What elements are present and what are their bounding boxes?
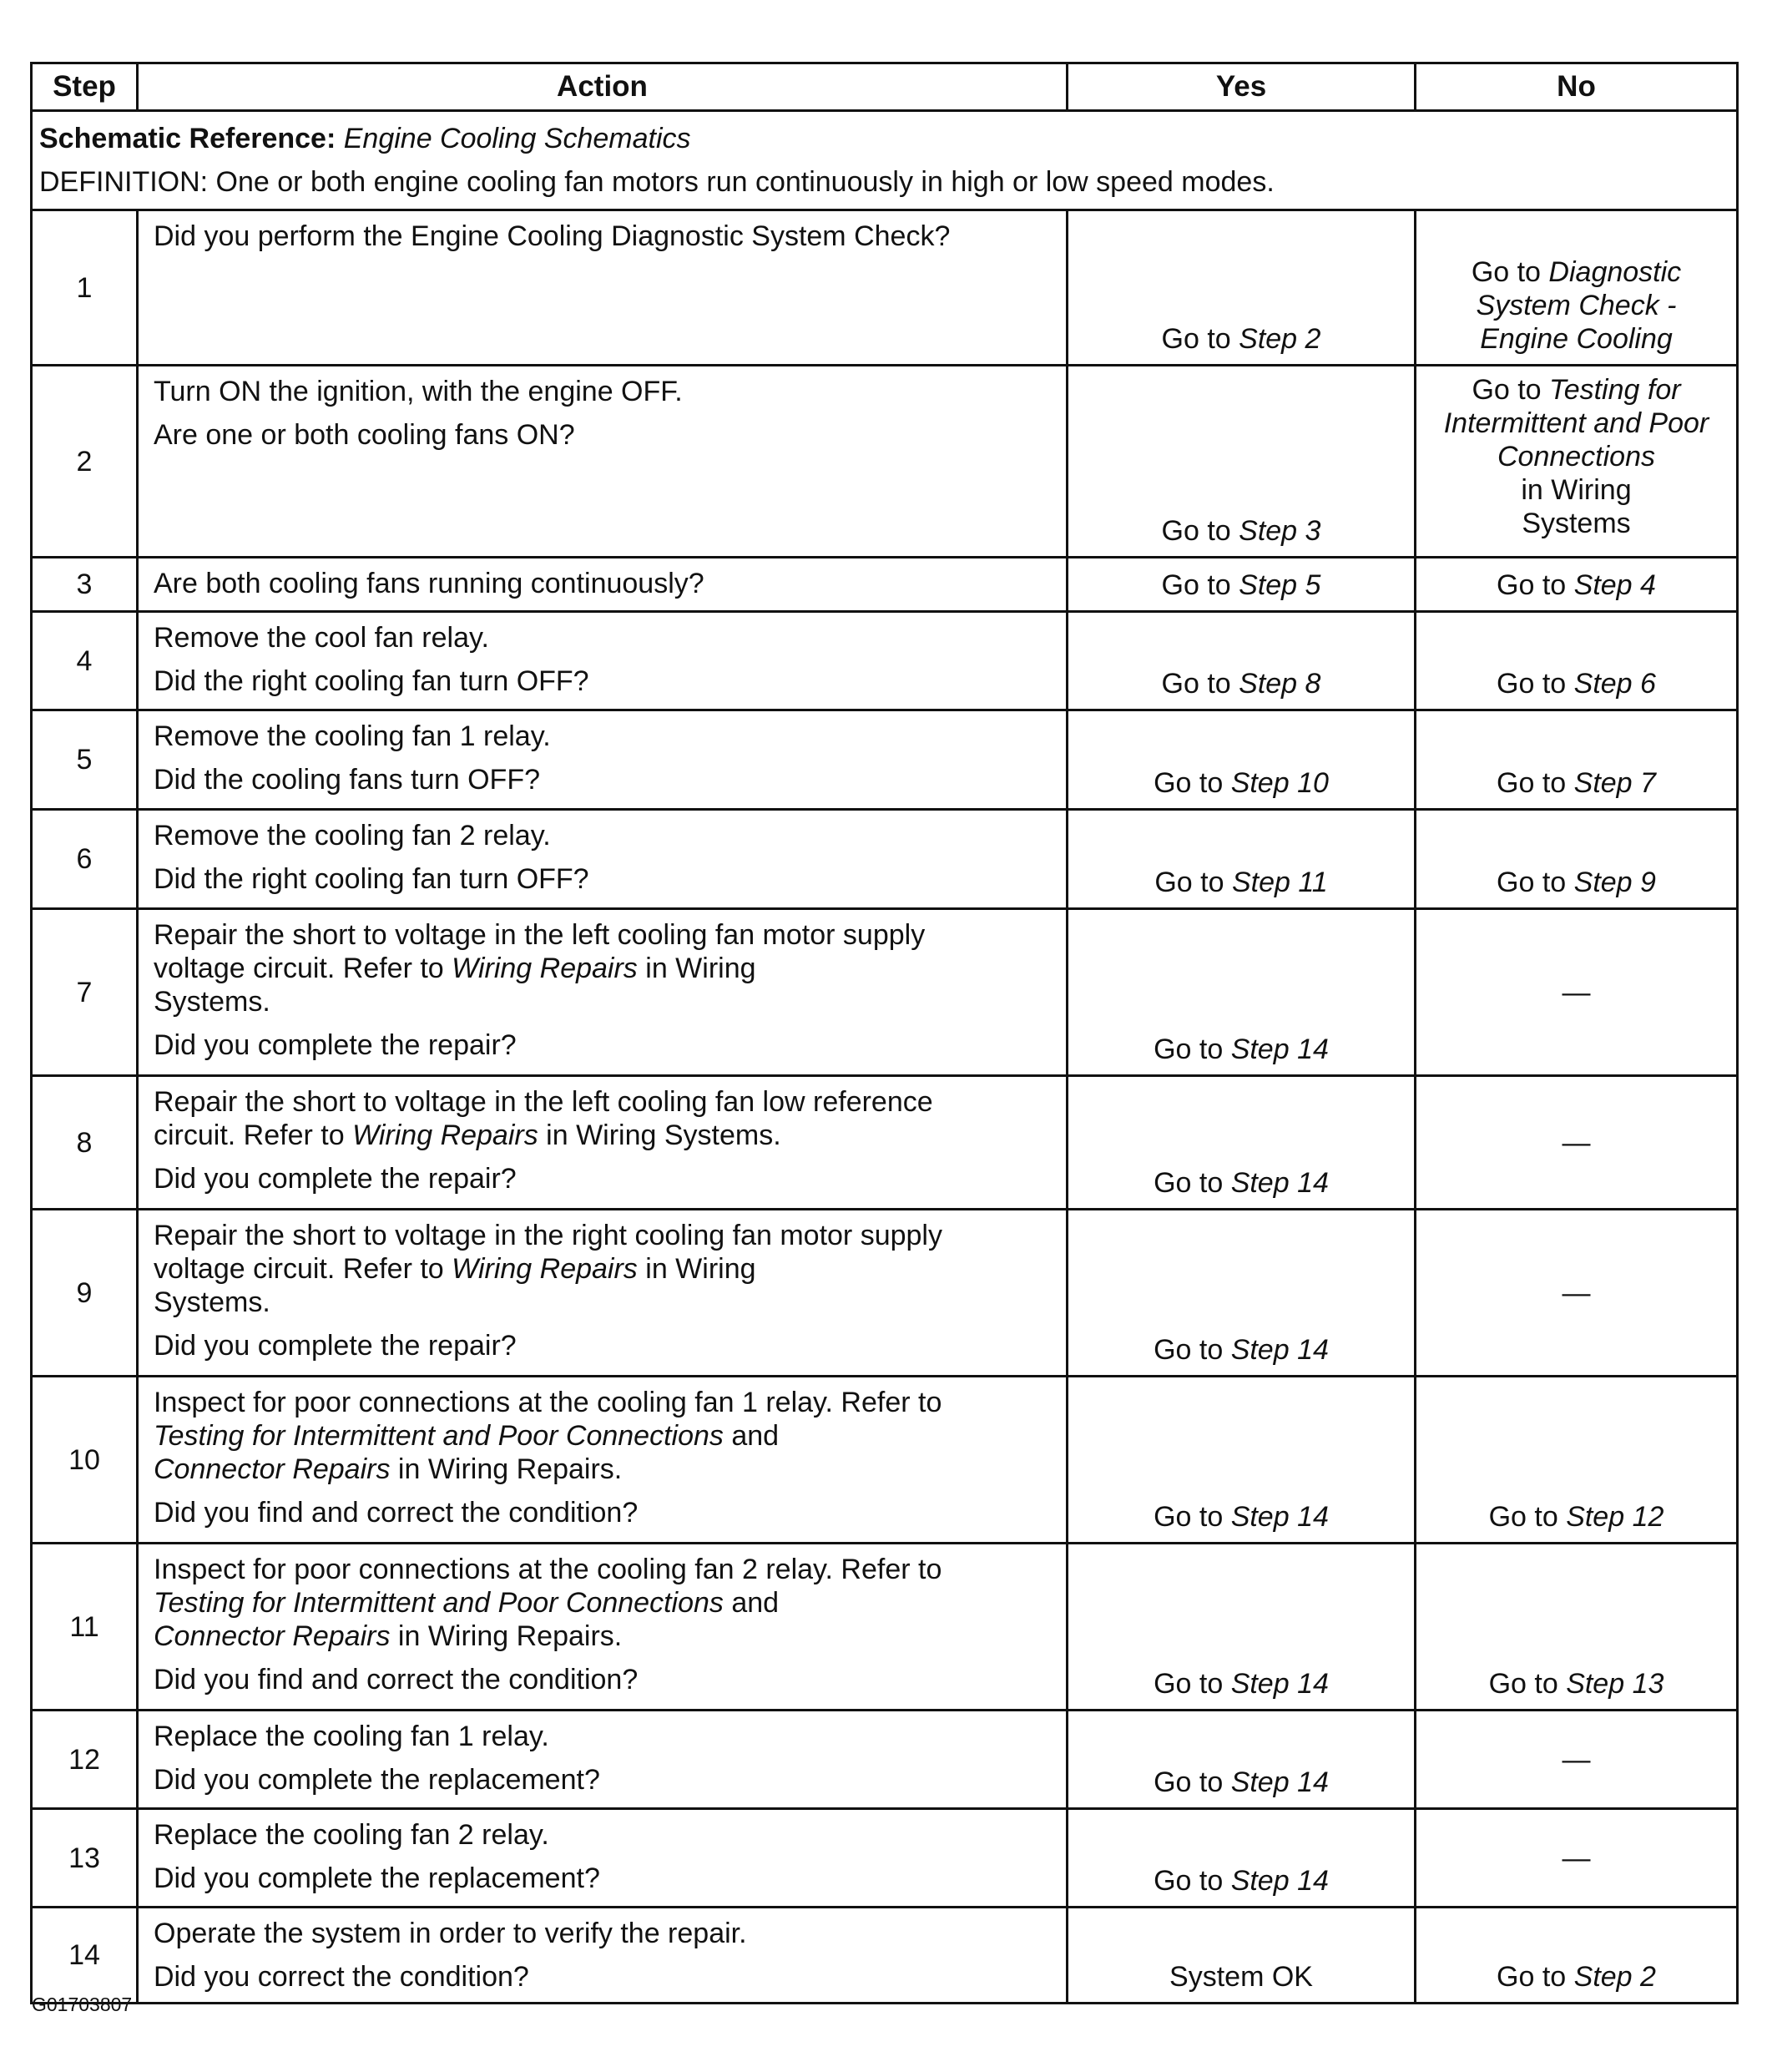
yes-line [1068, 514, 1414, 548]
yes-line [1068, 322, 1414, 356]
no-line [1420, 1126, 1733, 1160]
no-line [1420, 255, 1733, 289]
no-cell [1416, 1544, 1738, 1711]
yes-cell [1068, 909, 1416, 1076]
action-text: and [723, 1587, 780, 1619]
yes-cell [1068, 1377, 1416, 1544]
yes-line [1068, 1333, 1414, 1367]
action-line [154, 1917, 1058, 1950]
action-cell [138, 1809, 1068, 1908]
no-cell [1416, 366, 1738, 558]
action-line [154, 220, 1058, 253]
action-text: Did you complete the replacement? [154, 1764, 600, 1796]
step-number: 13 [32, 1809, 138, 1908]
action-line [154, 1419, 1058, 1453]
no-cell [1416, 810, 1738, 909]
action-line [154, 720, 1058, 753]
action-line [154, 1496, 1058, 1529]
action-line [154, 952, 1058, 985]
action-line [154, 375, 1058, 408]
step-number: 11 [32, 1544, 138, 1711]
yes-cell [1068, 710, 1416, 810]
action-cell [138, 366, 1068, 558]
step-row [32, 1076, 1738, 1210]
action-line [154, 567, 1058, 600]
no-line [1420, 473, 1733, 507]
no-text: Go to [1472, 374, 1550, 406]
action-text: Are both cooling fans running continuously? [154, 568, 704, 599]
action-line [154, 819, 1058, 852]
yes-cell [1068, 1908, 1416, 2004]
no-text: — [1562, 1743, 1591, 1776]
figure-id: G01703807 [32, 1994, 133, 2015]
yes-text: Step 14 [1230, 1033, 1329, 1065]
action-text: Testing for Intermittent and Poor Connections [154, 1420, 724, 1452]
no-cell [1416, 909, 1738, 1076]
yes-text: Go to [1154, 1033, 1231, 1065]
action-line [154, 621, 1058, 654]
yes-line [1068, 1500, 1414, 1534]
yes-text: Go to [1154, 1501, 1231, 1533]
no-cell [1416, 1076, 1738, 1210]
yes-text: Step 2 [1239, 323, 1321, 355]
no-line [1420, 667, 1733, 700]
step-row [32, 1210, 1738, 1377]
yes-cell [1068, 1210, 1416, 1377]
step-number: 12 [32, 1711, 138, 1809]
action-line [154, 1329, 1058, 1362]
no-text: Go to [1497, 767, 1574, 799]
schematic-cell [32, 111, 1738, 210]
action-cell [138, 1076, 1068, 1210]
yes-cell [1068, 1544, 1416, 1711]
yes-line [1068, 766, 1414, 800]
yes-text: Go to [1161, 515, 1239, 547]
no-text: — [1562, 1842, 1591, 1874]
step-number: 8 [32, 1076, 138, 1210]
action-cell [138, 810, 1068, 909]
action-cell [138, 558, 1068, 612]
yes-line [1068, 1766, 1414, 1799]
no-cell [1416, 1711, 1738, 1809]
action-text: in Wiring Systems. [538, 1119, 781, 1151]
no-line [1420, 766, 1733, 800]
no-text: Go to [1497, 1961, 1574, 1993]
definition-text: DEFINITION: One or both engine cooling fan motors run continuously in high or low speed modes. [39, 166, 1275, 198]
yes-line [1068, 569, 1414, 602]
header-no: No [1416, 63, 1738, 111]
action-text: and [723, 1420, 780, 1452]
action-cell [138, 612, 1068, 710]
action-text: Remove the cool fan relay. [154, 622, 489, 654]
yes-text: Go to [1161, 668, 1239, 700]
yes-line [1068, 1960, 1414, 1994]
no-text: Go to [1488, 1668, 1567, 1700]
action-text: in Wiring [637, 1253, 756, 1285]
action-text: in Wiring [637, 953, 756, 984]
no-line [1420, 976, 1733, 1009]
schematic-row [32, 111, 1738, 210]
no-text: Step 12 [1566, 1501, 1664, 1533]
action-line [154, 985, 1058, 1018]
action-text: voltage circuit. Refer to [154, 1253, 452, 1285]
header-yes: Yes [1068, 63, 1416, 111]
action-line [154, 1085, 1058, 1119]
action-text: Turn ON the ignition, with the engine OFF. [154, 376, 683, 407]
header-action: Action [138, 63, 1068, 111]
yes-line [1068, 866, 1414, 899]
yes-cell [1068, 366, 1416, 558]
action-cell [138, 210, 1068, 366]
action-text: Are one or both cooling fans ON? [154, 419, 575, 451]
no-text: Systems [1522, 508, 1631, 539]
yes-text: Step 14 [1230, 1865, 1329, 1897]
no-line [1420, 1960, 1733, 1994]
no-text: Go to [1497, 569, 1574, 601]
no-text: Go to [1497, 867, 1574, 898]
schematic-value: Engine Cooling Schematics [343, 123, 691, 154]
action-line [154, 665, 1058, 698]
no-line [1420, 1500, 1733, 1534]
no-line [1420, 322, 1733, 356]
no-text: Intermittent and Poor [1443, 407, 1709, 439]
step-number: 2 [32, 366, 138, 558]
yes-text: Go to [1154, 1668, 1231, 1700]
yes-text: Step 5 [1239, 569, 1321, 601]
action-text: Testing for Intermittent and Poor Connections [154, 1587, 724, 1619]
step-row [32, 1544, 1738, 1711]
no-text: Step 2 [1573, 1961, 1656, 1993]
no-cell [1416, 1210, 1738, 1377]
no-cell [1416, 558, 1738, 612]
no-line [1420, 1743, 1733, 1776]
action-text: Repair the short to voltage in the left cooling fan motor supply [154, 919, 926, 951]
action-line [154, 1252, 1058, 1286]
no-line [1420, 289, 1733, 322]
step-number: 4 [32, 612, 138, 710]
no-text: Step 7 [1573, 767, 1656, 799]
action-cell [138, 1544, 1068, 1711]
action-text: Inspect for poor connections at the cooling fan 1 relay. Refer to [154, 1387, 942, 1418]
action-line [154, 1162, 1058, 1195]
yes-text: Go to [1154, 1334, 1231, 1366]
action-line [154, 1586, 1058, 1620]
action-text: Connector Repairs [154, 1453, 391, 1485]
step-row [32, 1908, 1738, 2004]
yes-text: Step 14 [1230, 1334, 1329, 1366]
header-step: Step [32, 63, 138, 111]
action-text: Replace the cooling fan 1 relay. [154, 1721, 549, 1752]
step-row [32, 210, 1738, 366]
step-row [32, 366, 1738, 558]
no-text: Go to [1497, 668, 1574, 700]
no-text: — [1562, 976, 1591, 1008]
yes-text: Go to [1161, 323, 1239, 355]
no-text: System Check - [1476, 290, 1677, 321]
action-text: Repair the short to voltage in the right cooling fan motor supply [154, 1220, 942, 1251]
yes-line [1068, 667, 1414, 700]
action-text: Systems. [154, 986, 270, 1018]
action-text: Repair the short to voltage in the left cooling fan low reference [154, 1086, 933, 1118]
action-text: circuit. Refer to [154, 1119, 353, 1151]
action-cell [138, 710, 1068, 810]
yes-text: Step 3 [1239, 515, 1321, 547]
step-row [32, 1711, 1738, 1809]
action-line [154, 1862, 1058, 1895]
action-text: Operate the system in order to verify the repair. [154, 1918, 747, 1949]
yes-text: Go to [1154, 1865, 1231, 1897]
step-number: 9 [32, 1210, 138, 1377]
action-line [154, 1960, 1058, 1994]
action-line [154, 1620, 1058, 1653]
no-text: Diagnostic [1548, 256, 1682, 288]
schematic-label: Schematic Reference: [39, 123, 336, 154]
yes-cell [1068, 210, 1416, 366]
action-text: Replace the cooling fan 2 relay. [154, 1819, 549, 1851]
action-text: Wiring Repairs [452, 1253, 638, 1285]
action-text: in Wiring Repairs. [390, 1453, 623, 1485]
yes-text: Step 14 [1230, 1668, 1329, 1700]
yes-text: Go to [1154, 767, 1231, 799]
yes-text: Go to [1161, 569, 1239, 601]
step-row [32, 1377, 1738, 1544]
no-text: Connections [1497, 441, 1655, 473]
yes-line [1068, 1033, 1414, 1066]
yes-cell [1068, 1711, 1416, 1809]
action-text: Systems. [154, 1286, 270, 1318]
header-row [32, 63, 1738, 111]
no-text: Engine Cooling [1480, 323, 1673, 355]
action-line [154, 1119, 1058, 1152]
no-cell [1416, 612, 1738, 710]
action-text: Did you find and correct the condition? [154, 1497, 639, 1529]
action-line [154, 1219, 1058, 1252]
yes-text: Go to [1154, 1167, 1231, 1199]
action-line [154, 418, 1058, 452]
action-line [154, 1763, 1058, 1797]
yes-line [1068, 1166, 1414, 1200]
no-line [1420, 373, 1733, 407]
yes-text: Go to [1154, 867, 1232, 898]
no-text: — [1562, 1126, 1591, 1159]
action-line [154, 763, 1058, 796]
action-cell [138, 1711, 1068, 1809]
no-line [1420, 440, 1733, 473]
yes-cell [1068, 810, 1416, 909]
action-text: Did you correct the condition? [154, 1961, 529, 1993]
action-cell [138, 1377, 1068, 1544]
step-number: 6 [32, 810, 138, 909]
no-text: in Wiring [1521, 474, 1632, 506]
no-text: Step 6 [1573, 668, 1656, 700]
no-cell [1416, 1908, 1738, 2004]
yes-text: Step 14 [1230, 1167, 1329, 1199]
no-text: Go to [1488, 1501, 1567, 1533]
no-line [1420, 507, 1733, 540]
no-cell [1416, 710, 1738, 810]
action-text: Did the right cooling fan turn OFF? [154, 863, 589, 895]
no-text: Testing for [1549, 374, 1681, 406]
action-line [154, 862, 1058, 896]
yes-text: Step 14 [1230, 1501, 1329, 1533]
no-cell [1416, 1809, 1738, 1908]
action-cell [138, 1210, 1068, 1377]
step-number: 7 [32, 909, 138, 1076]
action-line [154, 1386, 1058, 1419]
action-text: Did you perform the Engine Cooling Diagnostic System Check? [154, 220, 951, 252]
action-text: Did you complete the replacement? [154, 1862, 600, 1894]
action-line [154, 1818, 1058, 1852]
action-text: Did you complete the repair? [154, 1163, 517, 1195]
no-text: Go to [1471, 256, 1549, 288]
action-text: Inspect for poor connections at the cooling fan 2 relay. Refer to [154, 1554, 942, 1585]
action-text: Wiring Repairs [452, 953, 638, 984]
schematic-reference [39, 117, 1728, 160]
no-cell [1416, 1377, 1738, 1544]
action-line [154, 1453, 1058, 1486]
step-row [32, 1809, 1738, 1908]
action-text: Remove the cooling fan 1 relay. [154, 720, 551, 752]
yes-line [1068, 1667, 1414, 1701]
table-body [32, 111, 1738, 2004]
no-text: Step 13 [1566, 1668, 1664, 1700]
action-text: Connector Repairs [154, 1620, 391, 1652]
no-line [1420, 1667, 1733, 1701]
action-text: Remove the cooling fan 2 relay. [154, 820, 551, 852]
no-text: — [1562, 1276, 1591, 1309]
yes-cell [1068, 558, 1416, 612]
no-line [1420, 1276, 1733, 1310]
yes-cell [1068, 612, 1416, 710]
yes-line [1068, 1864, 1414, 1898]
action-line [154, 1286, 1058, 1319]
no-cell [1416, 210, 1738, 366]
action-text: voltage circuit. Refer to [154, 953, 452, 984]
step-row [32, 612, 1738, 710]
action-text: in Wiring Repairs. [390, 1620, 623, 1652]
step-number: 14 [32, 1908, 138, 2004]
step-number: 3 [32, 558, 138, 612]
step-row [32, 810, 1738, 909]
action-text: Did you complete the repair? [154, 1029, 517, 1061]
no-line [1420, 407, 1733, 440]
action-text: Wiring Repairs [352, 1119, 538, 1151]
no-line [1420, 866, 1733, 899]
action-text: Did the right cooling fan turn OFF? [154, 665, 589, 697]
action-line [154, 1553, 1058, 1586]
action-cell [138, 1908, 1068, 2004]
no-line [1420, 569, 1733, 602]
action-text: Did you complete the repair? [154, 1330, 517, 1362]
step-number: 5 [32, 710, 138, 810]
yes-text: Step 14 [1230, 1766, 1329, 1798]
action-line [154, 1720, 1058, 1753]
step-row [32, 558, 1738, 612]
action-line [154, 918, 1058, 952]
diagnostic-table [30, 62, 1739, 2004]
action-line [154, 1028, 1058, 1062]
no-text: Step 4 [1573, 569, 1656, 601]
yes-cell [1068, 1076, 1416, 1210]
action-cell [138, 909, 1068, 1076]
action-text: Did you find and correct the condition? [154, 1664, 639, 1696]
step-row [32, 710, 1738, 810]
yes-text: Step 11 [1231, 867, 1328, 898]
action-line [154, 1663, 1058, 1696]
step-number: 1 [32, 210, 138, 366]
yes-text: Step 10 [1230, 767, 1329, 799]
yes-text: System OK [1169, 1961, 1313, 1993]
action-text: Did the cooling fans turn OFF? [154, 764, 541, 796]
no-line [1420, 1842, 1733, 1875]
step-number: 10 [32, 1377, 138, 1544]
no-text: Step 9 [1573, 867, 1656, 898]
yes-text: Go to [1154, 1766, 1231, 1798]
yes-text: Step 8 [1239, 668, 1321, 700]
step-row [32, 909, 1738, 1076]
yes-cell [1068, 1809, 1416, 1908]
